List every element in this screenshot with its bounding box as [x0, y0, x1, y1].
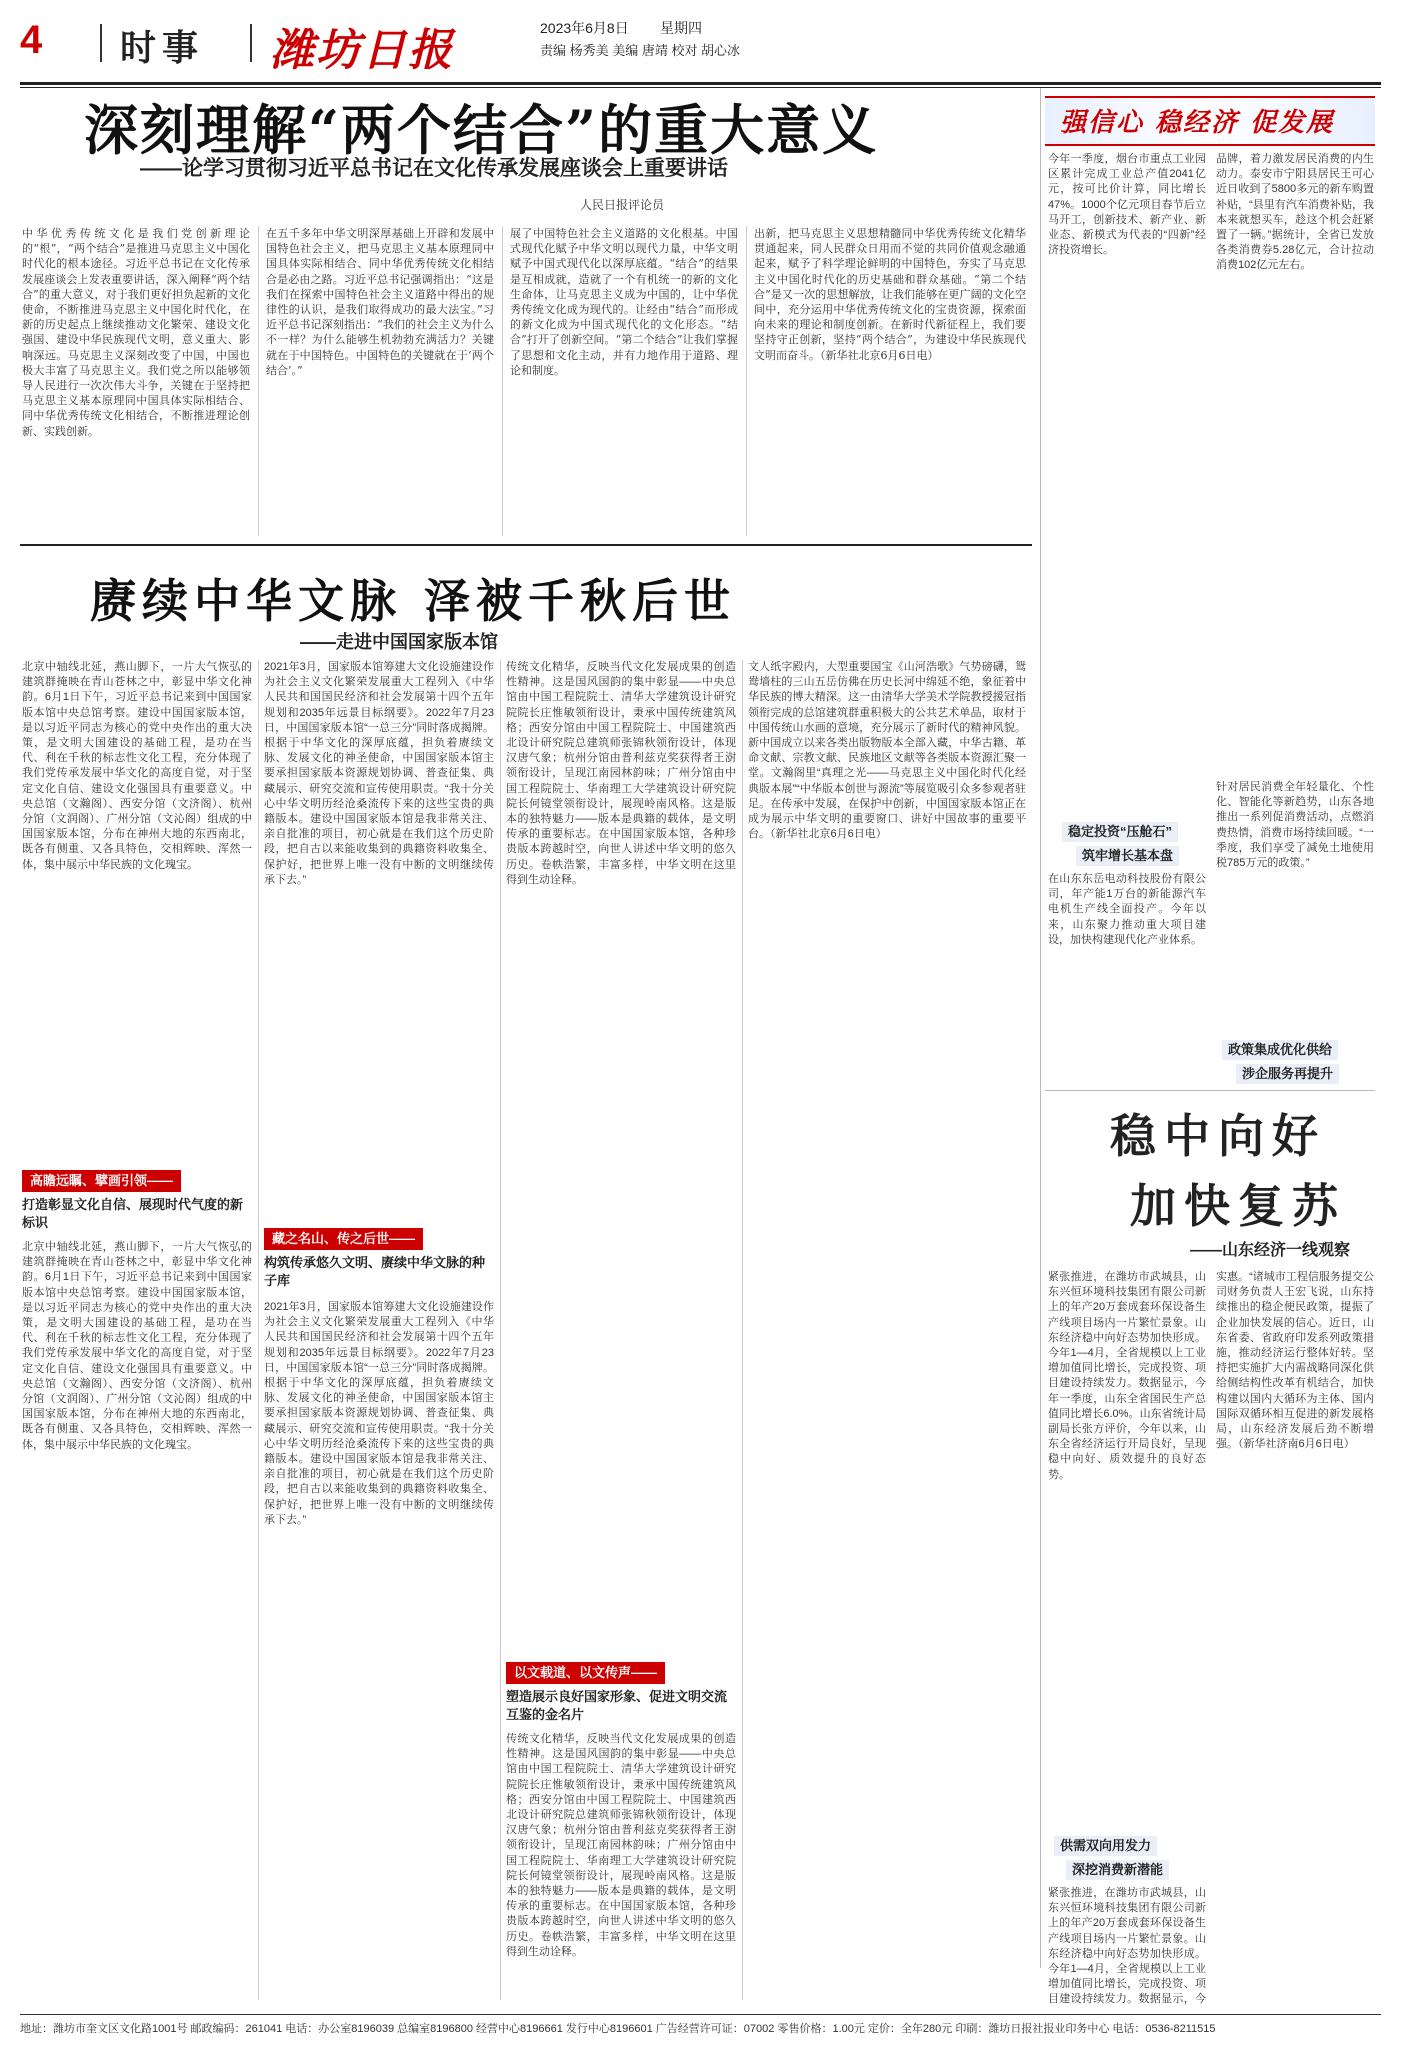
- masthead: 潍坊日报: [270, 25, 454, 76]
- sidebar-subhead: 政策集成优化供给: [1222, 1040, 1338, 1060]
- article1-column: 展了中国特色社会主义道路的文化根基。中国式现代化赋予中华文明以现代力量，中华文明赋予中国式现代化以深厚底蕴。“结合”的结果是互相成就，造就了一个有机统一的新的文化生命体，让马克思主义成为中国的，让中华优秀传统文化成为现代的。让经由“结合”而形成的新文化成为中国式现代化的文化形态。“结合”打开了创新空间。“第二个结合”让我们掌握了思想和文化主动，并有力地作用于道路、理论和制度。: [510, 227, 738, 377]
- page-number: 4: [20, 18, 43, 62]
- sidebar-subhead: 深挖消费新潜能: [1066, 1860, 1169, 1880]
- sidebar-column: 实惠。“诸城市工程信服务提交公司财务负责人王宏飞说，山东持续推出的稳企便民政策，提振了企业加快发展的信心。近日，山东省委、省政府印发系列政策措施，推动经济运行整体好转。坚持把实施扩大内需战略同深化供给侧结构性改革有机结合，加快构建以国内大循环为主体、国内国际双循环相互促进的新发展格局，山东经济发展后劲不断增强。（新华社济南6月6日电）: [1216, 1271, 1374, 1451]
- article1-subtitle: ——论学习贯彻习近平总书记在文化传承发展座谈会上重要讲话: [140, 157, 728, 180]
- section-subhead: 藏之名山、传之后世——: [264, 1228, 423, 1250]
- section-subtitle: 塑造展示良好国家形象、促进文明交流互鉴的金名片: [506, 1689, 728, 1722]
- editors-line: 责编 杨秀美 美编 唐靖 校对 胡心冰: [540, 43, 741, 58]
- sidebar-feature-title: 加快复苏: [1130, 1179, 1346, 1233]
- section-subhead: 高瞻远瞩、擘画引领——: [22, 1170, 181, 1192]
- sidebar-column: 今年一季度，烟台市重点工业园区累计完成工业总产值2041亿元，按可比价计算，同比增长47%。1000个亿元项目春节后立马开工，创新技术、新产业、新业态、新模式为代表的“四新”经济投资增长。: [1048, 153, 1206, 257]
- header-rule: [20, 82, 1381, 85]
- sidebar-subhead: 涉企服务再提升: [1236, 1064, 1339, 1084]
- sidebar-banner-text: 强信心 稳经济 促发展: [1060, 108, 1335, 138]
- section-subtitle: 打造彰显文化自信、展现时代气度的新标识: [22, 1197, 244, 1230]
- sidebar-feature-subtitle: ——山东经济一线观察: [1190, 1242, 1351, 1259]
- sidebar-subhead: 供需双向用发力: [1054, 1836, 1157, 1856]
- issue-date: 2023年6月8日: [540, 20, 629, 36]
- sidebar-column: 紧张推进，在潍坊市武城县，山东兴恒环境科技集团有限公司新上的年产20万套成套环保设备生产线项目场内一片繁忙景象。山东经济稳中向好态势加快形成。今年1—4月，全省规模以上工业增加值同比增长，完成投资、项目建设持续发力。数据显示，今年一季度，山东全省国民生产总值同比增长6.0%。山东省统计局副局长张方评价，今年以来，山东全省经济运行开局良好，呈现稳中向好、质效提升的良好态势。: [1048, 1271, 1206, 1481]
- footer-rule: [20, 2014, 1381, 2015]
- article1-column: 出新，把马克思主义思想精髓同中华优秀传统文化精华贯通起来，同人民群众日用而不觉的共同价值观念融通起来，赋予了科学理论鲜明的中国特色，夯实了马克思主义中国化时代化的历史基础和群众基础。“第二个结合”是又一次的思想解放，让我们能够在更广阔的文化空间中，充分运用中华优秀传统文化的宝贵资源，探索面向未来的理论和制度创新。在新时代新征程上，我们要坚持守正创新，坚持“两个结合”，为建设中华民族现代文明而奋斗。（新华社北京6月6日电）: [754, 227, 1026, 362]
- sidebar-column: 紧张推进，在潍坊市武城县，山东兴恒环境科技集团有限公司新上的年产20万套成套环保设备生产线项目场内一片繁忙景象。山东经济稳中向好态势加快形成。今年1—4月，全省规模以上工业增加值同比增长，完成投资、项目建设持续发力。数据显示，今: [1048, 1887, 1206, 2006]
- article2-column: 传统文化精华，反映当代文化发展成果的创造性精神。这是国风国韵的集中彰显——中央总馆由中国工程院院士、清华大学建筑设计研究院院长庄惟敏领衔设计，秉承中国传统建筑风格；西安分馆由中国工程院院士、中国建筑西北设计研究院总建筑师张锦秋领衔设计，体现汉唐气象；杭州分馆由普利兹克奖获得者王澍领衔设计，呈现江南园林韵味；广州分馆由中国工程院院士、华南理工大学建筑设计研究院院长何镜堂领衔设计，展现岭南风格。这是版本的独特魅力——版本是典籍的载体，是文明传承的重要标志。在中国国家版本馆，各种珍贵版本跨越时空，向世人讲述中华文明的悠久历史。卷帙浩繁，丰富多样，中华文明在这里得到生动诠释。: [506, 1733, 736, 1958]
- header-divider: [250, 24, 252, 62]
- article2-column: 文人纸字殿内，大型重要国宝《山河浩歌》气势磅礴，鸳鸯墙柱的三山五岳仿佛在历史长河中绵延不绝，象征着中华民族的博大精深。这一由清华大学美术学院教授援冠指领衔完成的总馆建筑群重积极大的公共艺术单品，取材于中国传统山水画的意境，充分展示了新时代的精神风貌。新中国成立以来各类出版物版本全部入藏，中华古籍、革命文献、宗教文献、民族地区文献等各类版本资源汇聚一堂。文瀚阁里“真理之光——马克思主义中国化时代化经典版本展”“中华版本创世与源流”等展览吸引众多参观者驻足。在传承中发展，在保护中创新，中国国家版本馆正在成为展示中华文明的重要窗口、讲好中国故事的重要平台。（新华社北京6月6日电）: [748, 661, 1026, 841]
- column-rule: [746, 226, 747, 536]
- article-divider: [20, 544, 1032, 546]
- section-subhead: 以文载道、以文传声——: [506, 1662, 665, 1684]
- article2-column: 北京中轴线北延，燕山脚下，一片大气恢弘的建筑群掩映在青山苍林之中，彰显中华文化神韵。6月1日下午，习近平总书记来到中国国家版本馆中央总馆考察。建设中国国家版本馆，是以习近平同志为核心的党中央作出的重大决策，是文明大国建设的基础工程，是功在当代、利在千秋的标志性文化工程，充分体现了我们党传承发展中华文化的高度自觉，对于坚定文化自信、建设文化强国具有重要意义。中央总馆（文瀚阁）、西安分馆（文济阁）、杭州分馆（文润阁）、广州分馆（文沁阁）组成的中国国家版本馆，分布在神州大地的东西南北，既各有侧重、又各具特色，交相辉映、浑然一体，集中展示中华民族的文化瑰宝。: [22, 661, 252, 871]
- footer-info: 地址：潍坊市奎文区文化路1001号 邮政编码：261041 电话：办公室8196039 总编室8196800 经营中心8196661 发行中心8196601 广告经营许可证：07002 零售价格：1.00元 定价：全年280元 印刷：潍坊日报社报业印务中心 电话：0536-8211515: [20, 2023, 1216, 2035]
- article2-column: 2021年3月，国家版本馆筹建大文化设施建设作为社会主义文化繁荣发展重大工程列入《中华人民共和国国民经济和社会发展第十四个五年规划和2035年远景目标纲要》。2022年7月23日，中国国家版本馆“一总三分”同时落成揭牌。根据于中华文化的深厚底蕴，担负着赓续文脉、发展文化的神圣使命，中国国家版本馆主要承担国家版本资源规划协调、普查征集、典藏展示、研究交流和宣传使用职责。“我十分关心中华文明历经沧桑流传下来的这些宝贵的典籍版本。建设中国国家版本馆是我非常关注、亲自批准的项目，初心就是在我们这个历史阶段，把自古以来能收集到的典籍资料收集全、保护好，把世界上唯一没有中断的文明继续传承下去。”: [264, 1301, 494, 1526]
- column-rule: [258, 226, 259, 536]
- sidebar-feature-title: 稳中向好: [1110, 1109, 1326, 1163]
- article2-title: 赓续中华文脉 泽被千秋后世: [90, 574, 737, 628]
- sidebar-column: 品牌，着力激发居民消费的内生动力。泰安市宁阳县居民王可心近日收到了5800多元的新车购置补贴，“县里有汽车消费补贴，我本来就想买车，趁这个机会赶紧置了一辆。”据统计，全省已发放各类消费券5.28亿元，合计拉动消费102亿元左右。: [1216, 153, 1374, 272]
- article2-column: 2021年3月，国家版本馆筹建大文化设施建设作为社会主义文化繁荣发展重大工程列入《中华人民共和国国民经济和社会发展第十四个五年规划和2035年远景目标纲要》。2022年7月23日，中国国家版本馆“一总三分”同时落成揭牌。根据于中华文化的深厚底蕴，担负着赓续文脉、发展文化的神圣使命，中国国家版本馆主要承担国家版本资源规划协调、普查征集、典藏展示、研究交流和宣传使用职责。“我十分关心中华文明历经沧桑流传下来的这些宝贵的典籍版本。建设中国国家版本馆是我非常关注、亲自批准的项目，初心就是在我们这个历史阶段，把自古以来能收集到的典籍资料收集全、保护好，把世界上唯一没有中断的文明继续传承下去。”: [264, 661, 494, 886]
- sidebar-divider: [1045, 1090, 1375, 1091]
- column-rule: [500, 660, 501, 2000]
- article1-byline: 人民日报评论员: [580, 198, 665, 212]
- column-rule: [258, 660, 259, 2000]
- article1-column: 在五千多年中华文明深厚基础上开辟和发展中国特色社会主义，把马克思主义基本原理同中国具体实际相结合、同中华优秀传统文化相结合是必由之路。习近平总书记强调指出：“这是我们在探索中国特色社会主义道路中得出的规律性的认识，是我们取得成功的最大法宝。”习近平总书记深刻指出：“我们的社会主义为什么不一样？为什么能够生机勃勃充满活力？关键就在于中国特色。中国特色的关键就在于‘两个结合’。”: [266, 227, 494, 377]
- column-rule: [742, 660, 743, 2000]
- issue-weekday: 星期四: [660, 20, 702, 36]
- sidebar-subhead: 稳定投资“压舱石”: [1062, 822, 1178, 842]
- column-rule: [502, 226, 503, 536]
- sidebar-column: 针对居民消费全年轻量化、个性化、智能化等新趋势，山东各地推出一系列促消费活动，点燃消费热情，消费市场持续回暖。“一季度，我们享受了减免土地使用税785万元的政策。”: [1216, 781, 1374, 870]
- header-divider: [100, 24, 102, 62]
- article1-title: 深刻理解“两个结合”的重大意义: [84, 98, 879, 162]
- article1-column: 中华优秀传统文化是我们党创新理论的“根”，“两个结合”是推进马克思主义中国化时代化的根本途径。习近平总书记在文化传承发展座谈会上发表重要讲话，深入阐释“两个结合”的重大意义，对于我们更好担负起新的文化使命，不断推进马克思主义中国化时代化，在新的历史起点上继续推动文化繁荣、建设文化强国、建设中华民族现代文明，意义重大、影响深远。马克思主义深刻改变了中国，中国也极大丰富了马克思主义。我们党之所以能够领导人民进行一次次伟大斗争，关键在于坚持把马克思主义基本原理同中国具体实际相结合、同中华优秀传统文化相结合，不断推进理论创新、实践创新。: [22, 227, 250, 438]
- article2-column: 北京中轴线北延，燕山脚下，一片大气恢弘的建筑群掩映在青山苍林之中，彰显中华文化神韵。6月1日下午，习近平总书记来到中国国家版本馆中央总馆考察。建设中国国家版本馆，是以习近平同志为核心的党中央作出的重大决策，是文明大国建设的基础工程，是功在当代、利在千秋的标志性文化工程，充分体现了我们党传承发展中华文化的高度自觉，对于坚定文化自信、建设文化强国具有重要意义。中央总馆（文瀚阁）、西安分馆（文济阁）、杭州分馆（文润阁）、广州分馆（文沁阁）组成的中国国家版本馆，分布在神州大地的东西南北，既各有侧重、又各具特色，交相辉映、浑然一体，集中展示中华民族的文化瑰宝。: [22, 1241, 252, 1451]
- article2-column: 传统文化精华，反映当代文化发展成果的创造性精神。这是国风国韵的集中彰显——中央总馆由中国工程院院士、清华大学建筑设计研究院院长庄惟敏领衔设计，秉承中国传统建筑风格；西安分馆由中国工程院院士、中国建筑西北设计研究院总建筑师张锦秋领衔设计，体现汉唐气象；杭州分馆由普利兹克奖获得者王澍领衔设计，呈现江南园林韵味；广州分馆由中国工程院院士、华南理工大学建筑设计研究院院长何镜堂领衔设计，展现岭南风格。这是版本的独特魅力——版本是典籍的载体，是文明传承的重要标志。在中国国家版本馆，各种珍贵版本跨越时空，向世人讲述中华文明的悠久历史。卷帙浩繁，丰富多样，中华文明在这里得到生动诠释。: [506, 661, 736, 886]
- section-name: 时事: [120, 27, 205, 69]
- sidebar-subhead: 筑牢增长基本盘: [1076, 846, 1179, 866]
- article2-subtitle: ——走进中国国家版本馆: [300, 632, 498, 652]
- section-subtitle: 构筑传承悠久文明、赓续中华文脉的种子库: [264, 1255, 486, 1288]
- sidebar-column: 在山东东岳电动科技股份有限公司，年产能1万台的新能源汽车电机生产线全面投产。今年以来，山东聚力推动重大项目建设，加快构建现代化产业体系。: [1048, 873, 1206, 946]
